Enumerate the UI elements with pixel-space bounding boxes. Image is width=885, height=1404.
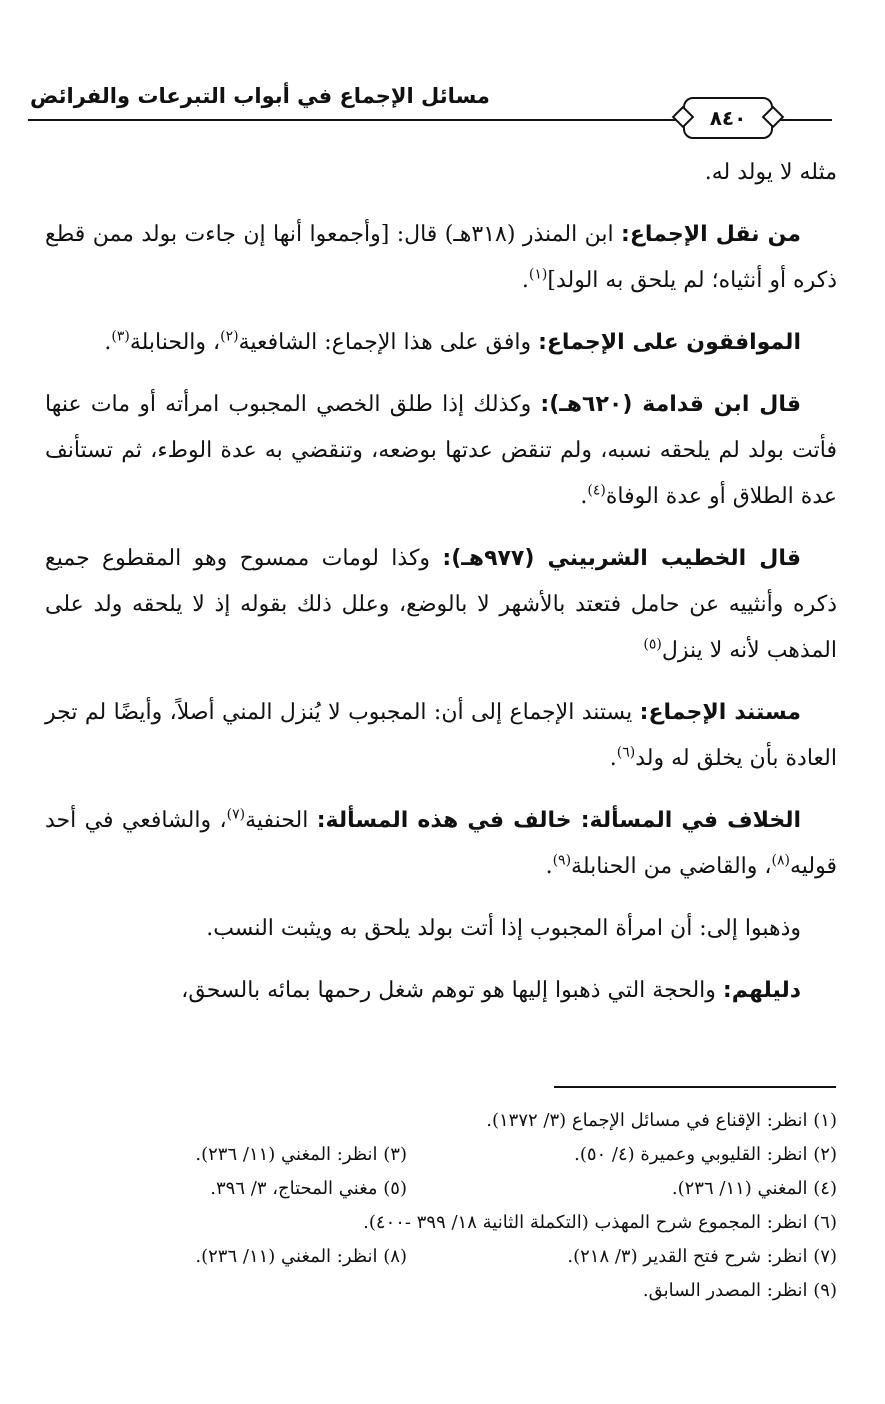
paragraph-heading: من نقل الإجماع:	[621, 222, 802, 247]
paragraph-disagreement: الخلاف في المسألة: خالف في هذه المسألة: الحنفية$^{(٧)}$، والشافعي في أحد قوليه$^{(٨)}$، والقاضي من الحنابلة$^{(٩)}$.	[45, 806, 837, 879]
paragraph-their-view: وذهبوا إلى: أن امرأة المجبوب إذا أتت بولد يلحق به ويثبت النسب.	[206, 916, 801, 941]
paragraph-heading: قال الخطيب الشربيني (٩٧٧هـ):	[442, 546, 801, 571]
footnotes	[45, 1104, 837, 1308]
footnote-3: (٣) انظر: المغني (١١/ ٢٣٦).	[195, 1144, 407, 1165]
paragraph-heading: دليلهم:	[722, 978, 801, 1003]
paragraph-ijma-transmitter: من نقل الإجماع: ابن المنذر (٣١٨هـ) قال: [وأجمعوا أنها إن جاءت بولد ممن قطع ذكره أو أنثياه؛ لم يلحق به الولد]$^{(١)}$.	[45, 222, 837, 293]
footnote-ref[interactable]: (٢)	[220, 328, 239, 345]
footnote-ref[interactable]: (٧)	[226, 806, 246, 823]
footnote-8: (٨) انظر: المغني (١١/ ٢٣٦).	[195, 1246, 407, 1267]
footnote-row	[45, 1206, 837, 1240]
footnote-ref[interactable]: (٩)	[552, 852, 572, 869]
paragraph-ijma-basis: مستند الإجماع: يستند الإجماع إلى أن: المجبوب لا يُنزل المني أصلاً، وأيضًا لم تجر العادة بأن يخلق له ولد$^{(٦)}$.	[45, 700, 837, 771]
page-number-ornament	[683, 97, 773, 139]
footnote-ref[interactable]: (٤)	[587, 482, 606, 499]
footnote-row	[45, 1172, 837, 1206]
footnote-6: (٦) انظر: المجموع شرح المهذب (التكملة الثانية ١٨/ ٣٩٩ -٤٠٠).	[363, 1212, 837, 1233]
paragraph-ibn-qudama: قال ابن قدامة (٦٢٠هـ): وكذلك إذا طلق الخصي المجبوب امرأته أو مات عنها فأتت بولد لم يلحقه نسبه، ولم تنقض عدتها بوضعه، وتنقضي به عدة الوطء، ثم تستأنف عدة الطلاق أو عدة الوفاة$^{(٤)}$.	[45, 392, 837, 509]
paragraph-heading: الموافقون على الإجماع:	[538, 330, 801, 355]
footnote-7: (٧) انظر: شرح فتح القدير (٣/ ٢١٨).	[567, 1246, 837, 1267]
footnote-row	[45, 1138, 837, 1172]
footnote-1: (١) انظر: الإقناع في مسائل الإجماع (٣/ ١٣٧٢).	[486, 1110, 837, 1131]
footnote-ref[interactable]: (١)	[528, 266, 548, 283]
footnote-separator	[554, 1086, 836, 1088]
footnote-4: (٤) المغني (١١/ ٢٣٦).	[671, 1178, 837, 1199]
footnote-ref[interactable]: (٣)	[111, 328, 130, 345]
footnote-9: (٩) انظر: المصدر السابق.	[642, 1280, 837, 1301]
paragraph-khatib-shirbini: قال الخطيب الشربيني (٩٧٧هـ): وكذا لومات ممسوح وهو المقطوع جميع ذكره وأنثييه عن حامل فتعتد بالأشهر لا بالوضع، وعلل ذلك بقوله إذ لا يلحقه ولد على المذهب لأنه لا ينزل$^{(٥)}$	[45, 546, 837, 663]
footnote-row	[45, 1274, 837, 1308]
footnote-row	[45, 1104, 837, 1138]
footnote-2: (٢) انظر: القليوبي وعميرة (٤/ ٥٠).	[574, 1144, 837, 1165]
main-text	[45, 150, 837, 1030]
paragraph-their-evidence: دليلهم: والحجة التي ذهبوا إليها هو توهم شغل رحمها بمائه بالسحق،	[181, 978, 801, 1003]
footnote-ref[interactable]: (٥)	[643, 636, 662, 653]
paragraph-continuation: مثله لا يولد له.	[704, 160, 837, 185]
running-header-title: مسائل الإجماع في أبواب التبرعات والفرائض	[30, 84, 490, 108]
paragraph-agreeing-schools: الموافقون على الإجماع: وافق على هذا الإجماع: الشافعية$^{(٢)}$، والحنابلة$^{(٣)}$.	[104, 328, 801, 355]
paragraph-heading: الخلاف في المسألة: خالف في هذه المسألة:	[316, 808, 801, 833]
footnote-5: (٥) مغني المحتاج، ٣/ ٣٩٦.	[210, 1178, 407, 1199]
paragraph-heading: قال ابن قدامة (٦٢٠هـ):	[540, 392, 801, 417]
footnote-ref[interactable]: (٦)	[616, 744, 636, 761]
footnote-row	[45, 1240, 837, 1274]
footnote-ref[interactable]: (٨)	[771, 852, 790, 869]
paragraph-heading: مستند الإجماع:	[639, 700, 801, 725]
page-number: ٨٤٠	[709, 106, 747, 130]
